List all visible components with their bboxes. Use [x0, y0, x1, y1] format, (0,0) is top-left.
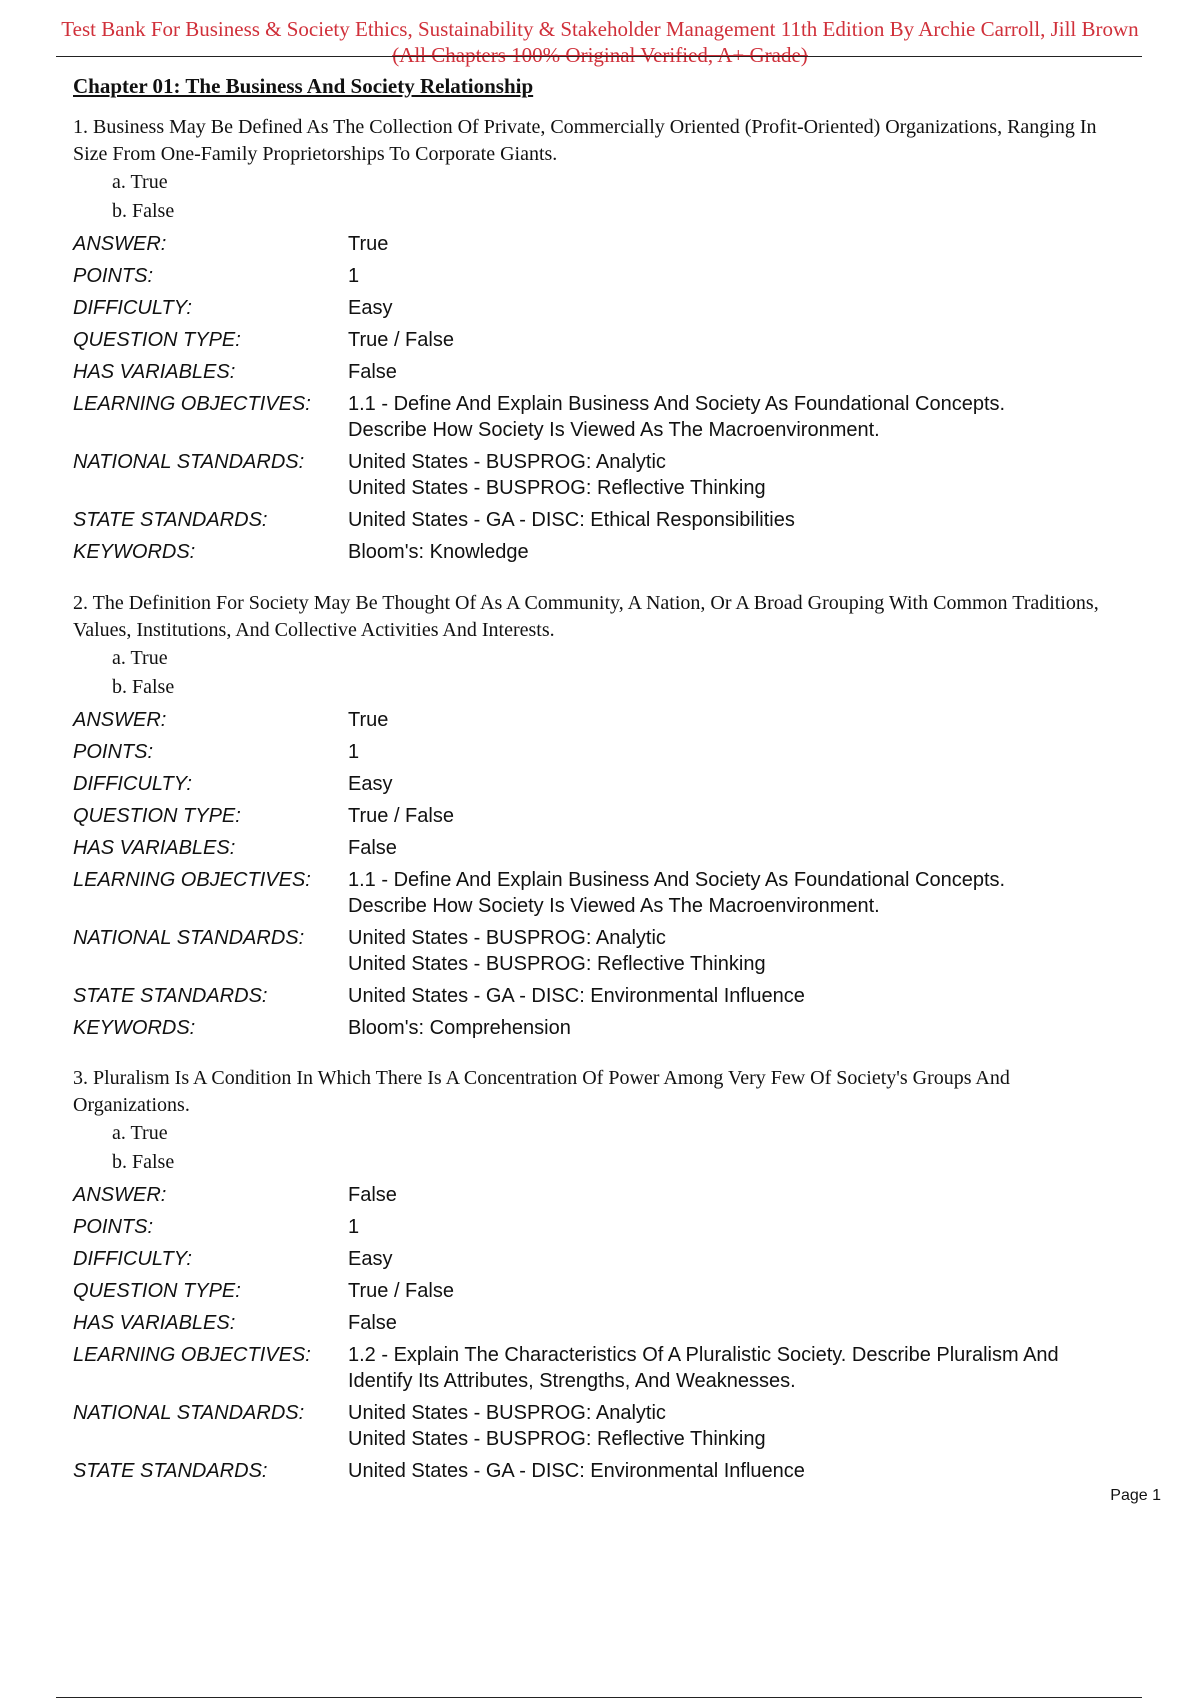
question-text: 2. The Definition For Society May Be Thought Of As A Community, A Nation, Or A Broad Grouping With Common Traditions, Values, Institutions, And Collective Activities And Interests.: [73, 592, 1099, 641]
answer-row: [73, 1179, 1133, 1211]
answer-value: False: [348, 1184, 397, 1206]
option-true: a. True: [112, 647, 168, 669]
has-variables-label: HAS VARIABLES:: [73, 361, 236, 383]
learning-objective-line: 1.1 - Define And Explain Business And Society As Foundational Concepts.: [348, 869, 1006, 891]
national-standard-line: United States - BUSPROG: Analytic: [348, 1402, 666, 1424]
question-type-value: True / False: [348, 1280, 454, 1302]
has-variables-row: [73, 356, 1133, 388]
learning-objective-line: 1.2 - Explain The Characteristics Of A Pluralistic Society. Describe Pluralism And: [348, 1344, 1059, 1366]
question-block: [73, 114, 1133, 568]
points-value: 1: [348, 741, 360, 763]
state-standards-row: [73, 504, 1133, 536]
keywords-label: KEYWORDS:: [73, 541, 196, 563]
state-standards-label: STATE STANDARDS:: [73, 509, 268, 531]
national-standards-row: [73, 922, 1133, 980]
option-false: b. False: [112, 200, 175, 222]
difficulty-row: [73, 768, 1133, 800]
question-type-row: [73, 324, 1133, 356]
points-label: POINTS:: [73, 1216, 154, 1238]
national-standard-line: United States - BUSPROG: Reflective Thinking: [348, 477, 766, 499]
national-standard-line: United States - BUSPROG: Analytic: [348, 927, 666, 949]
national-standard-line: United States - BUSPROG: Reflective Thinking: [348, 1428, 766, 1450]
answer-value: True: [348, 709, 389, 731]
points-value: 1: [348, 1216, 360, 1238]
national-standard-line: United States - BUSPROG: Analytic: [348, 451, 666, 473]
difficulty-row: [73, 292, 1133, 324]
learning-objectives-label: LEARNING OBJECTIVES:: [73, 393, 311, 415]
difficulty-label: DIFFICULTY:: [73, 773, 192, 795]
national-standards-label: NATIONAL STANDARDS:: [73, 451, 305, 473]
keywords-value: Bloom's: Comprehension: [348, 1017, 571, 1039]
banner-subtitle: (All Chapters 100% Original Verified, A+ Grade): [392, 43, 808, 67]
answer-row: [73, 704, 1133, 736]
has-variables-value: False: [348, 837, 397, 859]
learning-objectives-label: LEARNING OBJECTIVES:: [73, 869, 311, 891]
state-standards-label: STATE STANDARDS:: [73, 1460, 268, 1482]
answer-label: ANSWER:: [73, 233, 167, 255]
question-metadata: [73, 1179, 1133, 1487]
learning-objectives-row: [73, 388, 1133, 446]
has-variables-row: [73, 1307, 1133, 1339]
difficulty-row: [73, 1243, 1133, 1275]
state-standards-label: STATE STANDARDS:: [73, 985, 268, 1007]
state-standards-value: United States - GA - DISC: Ethical Responsibilities: [348, 509, 795, 531]
answer-row: [73, 228, 1133, 260]
answer-label: ANSWER:: [73, 709, 167, 731]
points-label: POINTS:: [73, 741, 154, 763]
option-true: a. True: [112, 171, 168, 193]
state-standards-value: United States - GA - DISC: Environmental Influence: [348, 985, 805, 1007]
has-variables-row: [73, 832, 1133, 864]
option-true: a. True: [112, 1122, 168, 1144]
question-block: [73, 590, 1133, 1044]
answer-options: [73, 168, 1133, 226]
learning-objective-line: Describe How Society Is Viewed As The Macroenvironment.: [348, 895, 880, 917]
learning-objectives-label: LEARNING OBJECTIVES:: [73, 1344, 311, 1366]
footer-divider: [56, 1697, 1142, 1698]
difficulty-label: DIFFICULTY:: [73, 1248, 192, 1270]
state-standards-row: [73, 1455, 1133, 1487]
points-value: 1: [348, 265, 360, 287]
has-variables-label: HAS VARIABLES:: [73, 837, 236, 859]
has-variables-value: False: [348, 1312, 397, 1334]
question-text: 3. Pluralism Is A Condition In Which There Is A Concentration Of Power Among Very Few Of Society's Groups And Organizations.: [73, 1067, 1010, 1116]
question-text: 1. Business May Be Defined As The Collection Of Private, Commercially Oriented (Profit-Oriented) Organizations, Ranging In Size From One-Family Proprietorships To Corporate Giants.: [73, 116, 1097, 165]
option-false: b. False: [112, 676, 175, 698]
question-type-value: True / False: [348, 329, 454, 351]
difficulty-value: Easy: [348, 297, 393, 319]
national-standards-row: [73, 446, 1133, 504]
national-standards-label: NATIONAL STANDARDS:: [73, 1402, 305, 1424]
national-standard-line: United States - BUSPROG: Reflective Thinking: [348, 953, 766, 975]
difficulty-value: Easy: [348, 1248, 393, 1270]
question-type-value: True / False: [348, 805, 454, 827]
question-metadata: [73, 228, 1133, 568]
difficulty-label: DIFFICULTY:: [73, 297, 192, 319]
question-metadata: [73, 704, 1133, 1044]
points-label: POINTS:: [73, 265, 154, 287]
difficulty-value: Easy: [348, 773, 393, 795]
points-row: [73, 260, 1133, 292]
chapter-title: Chapter 01: The Business And Society Relationship: [73, 74, 534, 98]
question-type-row: [73, 800, 1133, 832]
page-number: Page 1: [1110, 1487, 1161, 1504]
learning-objective-line: 1.1 - Define And Explain Business And Society As Foundational Concepts.: [348, 393, 1006, 415]
has-variables-label: HAS VARIABLES:: [73, 1312, 236, 1334]
answer-options: [73, 1119, 1133, 1177]
points-row: [73, 736, 1133, 768]
answer-label: ANSWER:: [73, 1184, 167, 1206]
question-type-label: QUESTION TYPE:: [73, 805, 241, 827]
banner-title: Test Bank For Business & Society Ethics, Sustainability & Stakeholder Management 11th Edition By Archie Carroll, Jill Brown: [61, 17, 1139, 41]
answer-value: True: [348, 233, 389, 255]
learning-objectives-row: [73, 1339, 1133, 1397]
points-row: [73, 1211, 1133, 1243]
option-false: b. False: [112, 1151, 175, 1173]
has-variables-value: False: [348, 361, 397, 383]
document-banner: [0, 16, 1200, 68]
question-block: [73, 1065, 1133, 1487]
question-type-label: QUESTION TYPE:: [73, 329, 241, 351]
banner-divider: [56, 56, 1142, 57]
keywords-label: KEYWORDS:: [73, 1017, 196, 1039]
keywords-row: [73, 536, 1133, 568]
question-type-row: [73, 1275, 1133, 1307]
learning-objective-line: Describe How Society Is Viewed As The Macroenvironment.: [348, 419, 880, 441]
learning-objectives-row: [73, 864, 1133, 922]
national-standards-row: [73, 1397, 1133, 1455]
keywords-row: [73, 1012, 1133, 1044]
keywords-value: Bloom's: Knowledge: [348, 541, 529, 563]
state-standards-row: [73, 980, 1133, 1012]
learning-objective-line: Identify Its Attributes, Strengths, And Weaknesses.: [348, 1370, 796, 1392]
state-standards-value: United States - GA - DISC: Environmental Influence: [348, 1460, 805, 1482]
national-standards-label: NATIONAL STANDARDS:: [73, 927, 305, 949]
answer-options: [73, 644, 1133, 702]
question-type-label: QUESTION TYPE:: [73, 1280, 241, 1302]
